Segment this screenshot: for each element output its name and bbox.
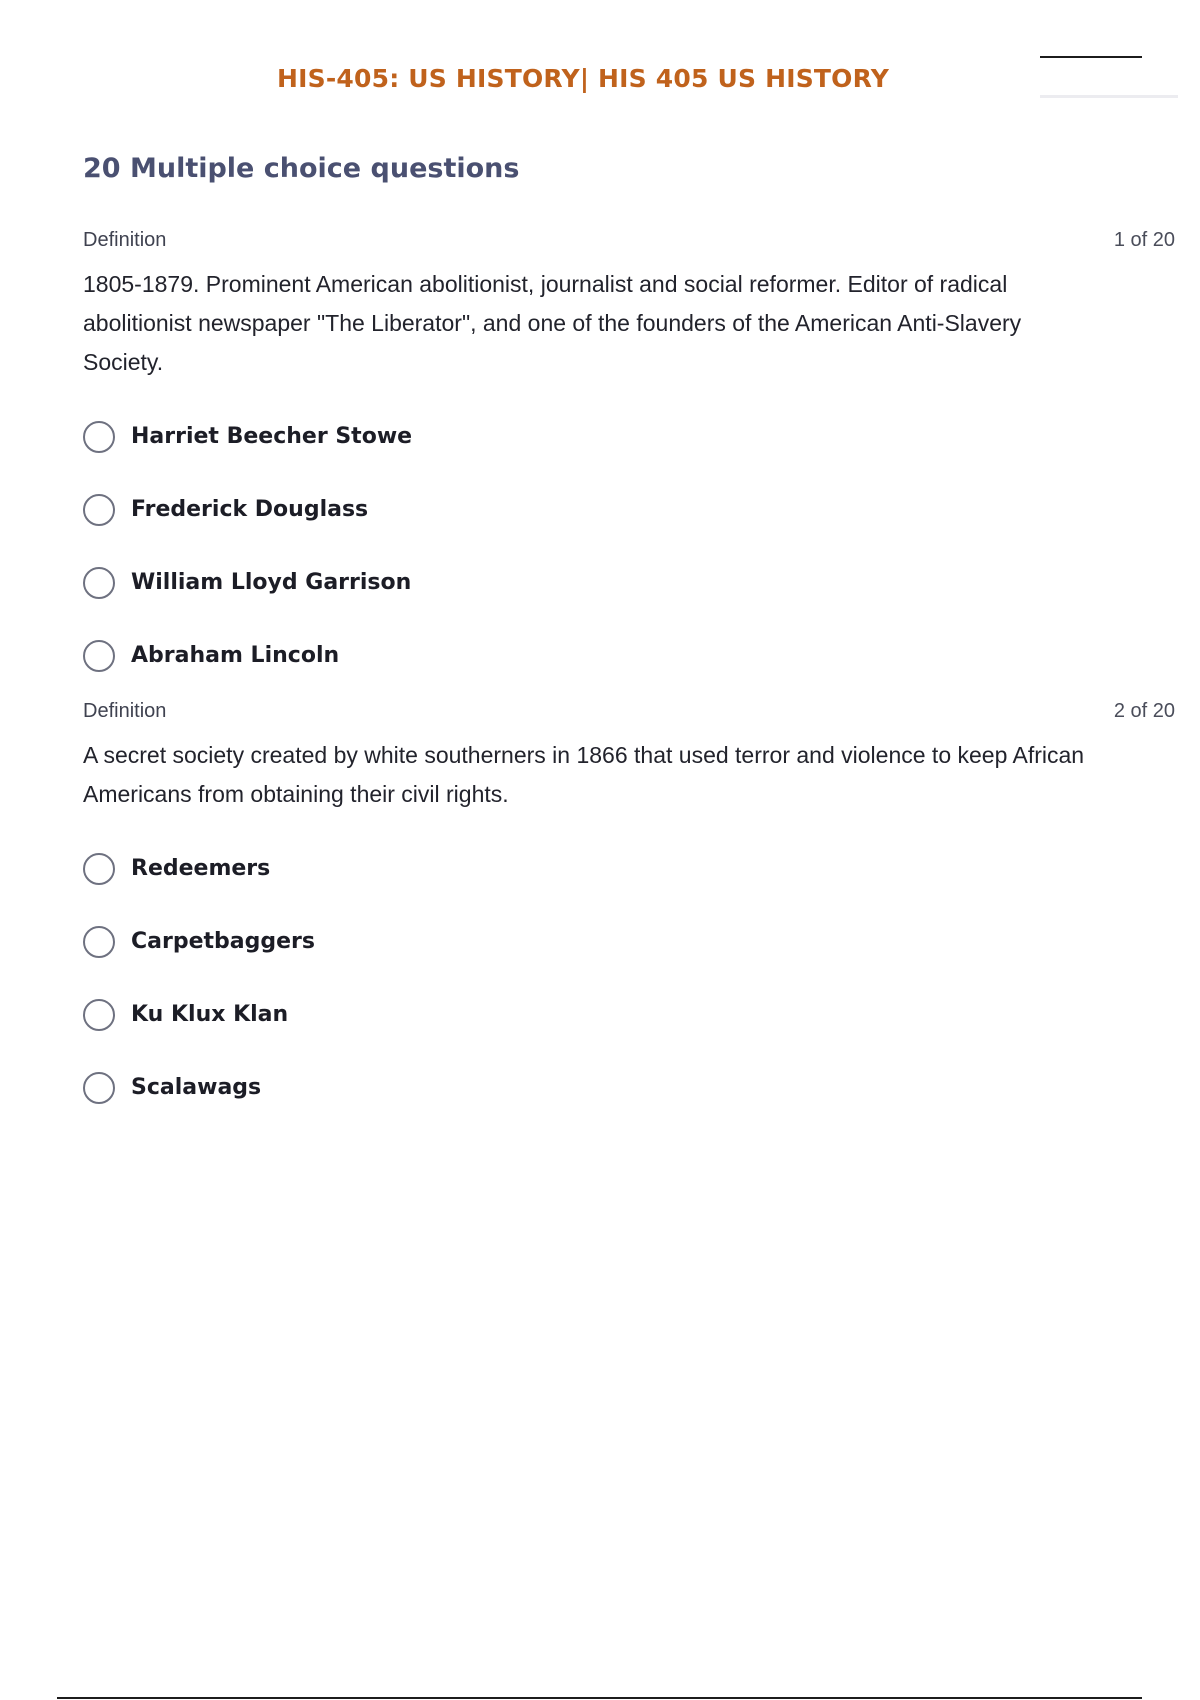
question-header (83, 700, 1175, 728)
question-text: 1805-1879. Prominent American abolitionist, journalist and social reformer. Editor of radical abolitionist newspaper "The Liberator", and one of the founders of the American Anti-Slavery Society. (83, 271, 1022, 375)
radio-button[interactable] (83, 640, 115, 672)
answer-option[interactable] (83, 905, 1175, 978)
question-text: A secret society created by white southerners in 1866 that used terror and violence to keep African Americans from obtaining their civil rights. (83, 742, 1085, 807)
question-counter: 2 of 20 (1113, 700, 1175, 722)
answer-option[interactable] (83, 619, 1175, 692)
question-header (83, 229, 1175, 257)
answer-options (83, 832, 1175, 1124)
radio-button[interactable] (83, 1072, 115, 1104)
question-2 (83, 700, 1175, 1124)
answer-option-label[interactable]: Redeemers (131, 856, 271, 881)
footer-rule (57, 1697, 1142, 1699)
radio-button[interactable] (83, 567, 115, 599)
answer-option-label[interactable]: William Lloyd Garrison (131, 570, 412, 595)
question-1 (83, 229, 1175, 692)
document-title: HIS-405: US HISTORY| HIS 405 US HISTORY (277, 64, 890, 93)
answer-options (83, 400, 1175, 692)
answer-option[interactable] (83, 978, 1175, 1051)
radio-button[interactable] (83, 999, 115, 1031)
answer-option[interactable] (83, 473, 1175, 546)
answer-option[interactable] (83, 400, 1175, 473)
answer-option-label[interactable]: Frederick Douglass (131, 497, 369, 522)
question-counter: 1 of 20 (1113, 229, 1175, 251)
answer-option[interactable] (83, 1051, 1175, 1124)
answer-option-label[interactable]: Scalawags (131, 1075, 262, 1100)
header-rule-faint (1040, 95, 1178, 98)
answer-option[interactable] (83, 546, 1175, 619)
section-heading: 20 Multiple choice questions (83, 153, 520, 184)
answer-option-label[interactable]: Carpetbaggers (131, 929, 315, 954)
question-type-label: Definition (83, 229, 167, 251)
question-type-label: Definition (83, 700, 167, 722)
radio-button[interactable] (83, 926, 115, 958)
radio-button[interactable] (83, 421, 115, 453)
radio-button[interactable] (83, 494, 115, 526)
answer-option-label[interactable]: Ku Klux Klan (131, 1002, 289, 1027)
header-rule (1040, 56, 1142, 58)
answer-option-label[interactable]: Abraham Lincoln (131, 643, 340, 668)
answer-option-label[interactable]: Harriet Beecher Stowe (131, 424, 413, 449)
radio-button[interactable] (83, 853, 115, 885)
answer-option[interactable] (83, 832, 1175, 905)
